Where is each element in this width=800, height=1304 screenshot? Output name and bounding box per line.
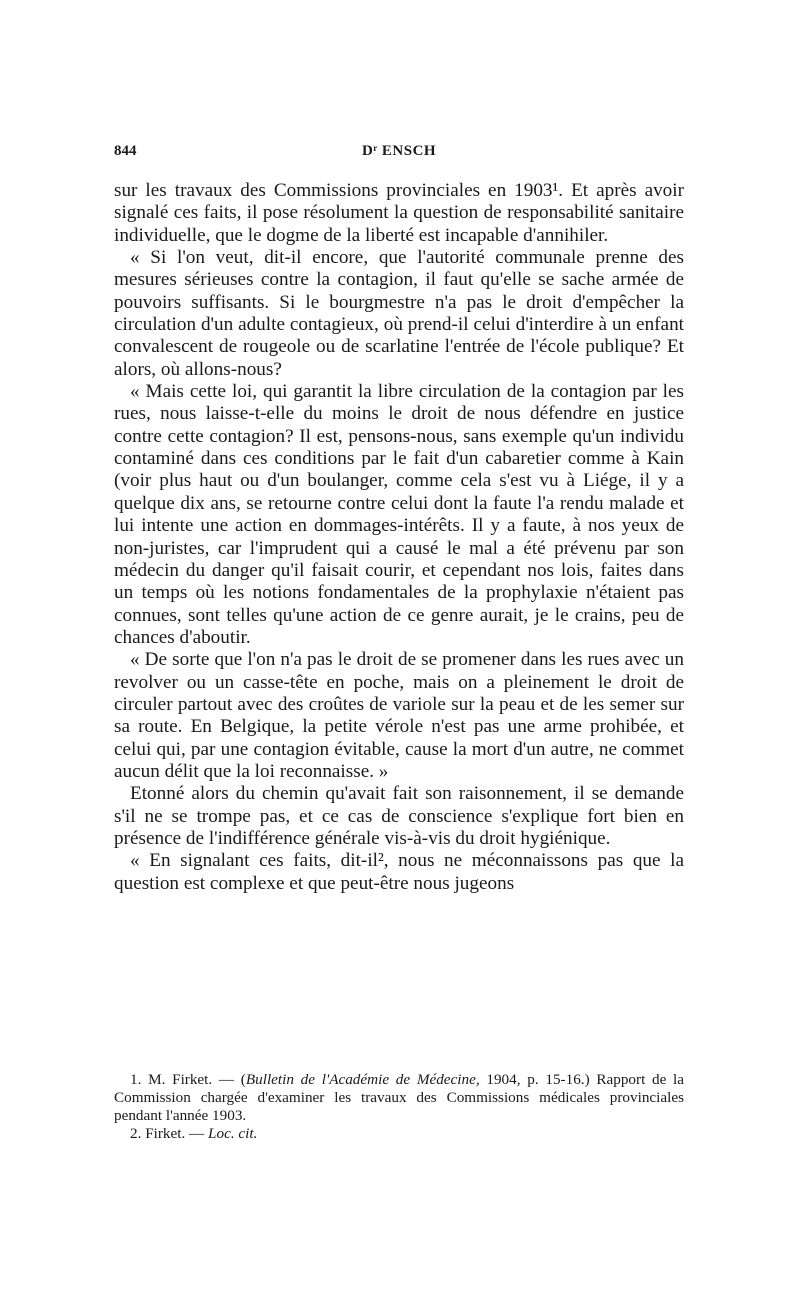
footnote-1 [114,1071,684,1125]
paragraph: « En signalant ces faits, dit-il², nous ne méconnaissons pas que la question est complexe et que peut-être nous jugeons [114,850,684,894]
footnote-1-source: Bulletin de l'Académie de Médecine, [245,1071,480,1088]
footnote-2-ref: Loc. cit. [208,1125,258,1142]
footnotes [114,1071,684,1143]
body-text [114,180,684,895]
footnote-2 [114,1125,684,1143]
paragraph: sur les travaux des Commissions provinciales en 1903¹. Et après avoir signalé ces faits, il pose résolument la question de responsabilité sanitaire individuelle, que le dogme de la liberté est incapable d'annihiler. [114,180,684,246]
paragraph: Etonné alors du chemin qu'avait fait son raisonnement, il se demande s'il ne se trompe pas, et ce cas de conscience s'explique fort bien en présence de l'indifférence générale vis-à-vis du droit hygiénique. [114,783,684,849]
running-head: Dʳ ENSCH [362,143,437,159]
footnote-1-prefix: 1. M. Firket. — ( [130,1071,246,1088]
footnote-2-prefix: 2. Firket. — [130,1125,205,1142]
page-number: 844 [114,143,137,159]
paragraph: « Mais cette loi, qui garantit la libre circulation de la contagion par les rues, nous laisse-t-elle du moins le droit de nous défendre en justice contre cette contagion? Il est, pensons-nous, sans exemple qu'un individu contaminé dans ces conditions par le fait d'un cabaretier comme à Kain (voir plus haut ou d'un boulanger, comme cela s'est vu à Liége, il y a quelque dix ans, se retourne contre celui dont la faute l'a rendu malade et lui intente une action en dommages-intérêts. Il y a faute, à nos yeux de non-juristes, car l'imprudent qui a causé le mal a été prévenu par son médecin du danger qu'il faisait courir, et cependant nos lois, faites dans un temps où les notions fondamentales de la prophylaxie n'étaient pas connues, sont telles qu'une action de ce genre aurait, je le crains, peu de chances d'aboutir. [114,381,684,648]
paragraph: « Si l'on veut, dit-il encore, que l'autorité communale prenne des mesures sérieuses contre la contagion, il faut qu'elle se sache armée de pouvoirs suffisants. Si le bourgmestre n'a pas le droit d'empêcher la circulation d'un adulte contagieux, où prend-il celui d'interdire à un enfant convalescent de rougeole ou de scarlatine l'entrée de l'école publique? Et alors, où allons-nous? [114,247,684,380]
paragraph: « De sorte que l'on n'a pas le droit de se promener dans les rues avec un revolver ou un casse-tête en poche, mais on a pleinement le droit de circuler partout avec des croûtes de variole sur la peau et de les semer sur sa route. En Belgique, la petite vérole n'est pas une arme prohibée, et celui qui, par une contagion évitable, cause la mort d'un autre, ne commet aucun délit que la loi reconnaisse. » [114,649,684,782]
page-header [114,143,684,167]
footnote-1-rest: 1904, p. 15-16.) Rapport de la Commission chargée d'examiner les travaux des Commissions médicales provinciales pendant l'année 1903. [114,1071,685,1124]
